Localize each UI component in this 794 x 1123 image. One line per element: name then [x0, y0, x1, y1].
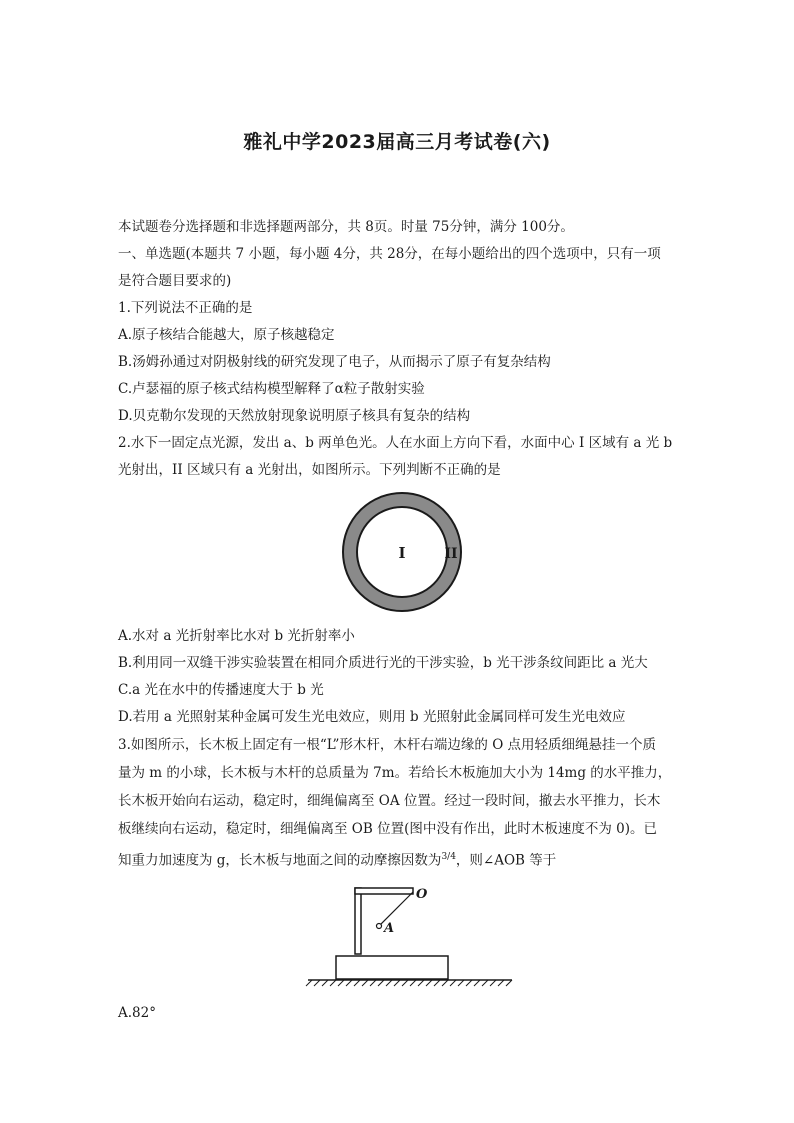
friction-fraction: 3/4 [441, 852, 456, 862]
q3-stem-line4: 板继续向右运动，稳定时，细绳偏离至 OB 位置(图中没有作出，此时木板速度不为 0)。已 [118, 821, 657, 837]
rod-horizontal [355, 888, 413, 894]
q3-stem-line5 [118, 848, 556, 870]
q3-stem-line5-part1: 知重力加速度为 g，长木板与地面之间的动摩擦因数为 [118, 852, 442, 869]
q3-stem-line3: 长木板开始向右运动，稳定时，细绳偏离至 OA 位置。经过一段时间，撤去水平推力，长木 [118, 793, 661, 809]
ground-hatching [306, 980, 512, 986]
long-board [336, 956, 448, 979]
section-heading-line2: 是符合题目要求的) [118, 273, 232, 289]
section-heading-line1: 一、单选题(本题共 7 小题，每小题 4分，共 28分，在每小题给出的四个选项中，只有一项 [118, 246, 661, 262]
point-label-a: A [384, 921, 395, 936]
board-rod-figure [300, 880, 520, 990]
region-label-inner: I [398, 544, 406, 562]
page-title: 雅礼中学2023届高三月考试卷(六) [243, 131, 551, 153]
q1-option-a: A.原子核结合能越大，原子核越稳定 [118, 327, 335, 343]
q2-option-a: A.水对 a 光折射率比水对 b 光折射率小 [118, 628, 355, 644]
q3-stem-line2: 量为 m 的小球，长木板与木杆的总质量为 7m。若给长木板施加大小为 14mg 的水平推力， [118, 765, 672, 781]
rod-vertical [355, 888, 361, 954]
q1-stem: 1.下列说法不正确的是 [118, 300, 253, 316]
q1-option-d: D.贝克勒尔发现的天然放射现象说明原子核具有复杂的结构 [118, 408, 471, 424]
q3-stem-line5-part2: ，则∠AOB 等于 [455, 852, 557, 869]
point-label-o: O [416, 887, 428, 902]
q1-option-c: C.卢瑟福的原子核式结构模型解释了α粒子散射实验 [118, 381, 425, 397]
q1-option-b: B.汤姆孙通过对阴极射线的研究发现了电子，从而揭示了原子有复杂结构 [118, 354, 551, 370]
region-label-outer: II [444, 546, 458, 562]
q2-option-c: C.a 光在水中的传播速度大于 b 光 [118, 682, 324, 698]
q2-stem-line1: 2.水下一固定点光源，发出 a、b 两单色光。人在水面上方向下看，水面中心 I 区域有 a 光 b [118, 435, 673, 451]
q2-stem-line2: 光射出，II 区域只有 a 光射出，如图所示。下列判断不正确的是 [118, 462, 501, 478]
ball [377, 924, 382, 929]
intro-text: 本试题卷分选择题和非选择题两部分，共 8页。时量 75分钟，满分 100分。 [118, 219, 574, 235]
ring-figure [340, 490, 464, 614]
q3-stem-line1: 3.如图所示，长木板上固定有一根“L”形木杆，木杆右端边缘的 O 点用轻质细绳悬挂一个质 [118, 737, 657, 753]
q2-option-d: D.若用 a 光照射某种金属可发生光电效应，则用 b 光照射此金属同样可发生光电效应 [118, 709, 626, 725]
q2-option-b: B.利用同一双缝干涉实验装置在相同介质进行光的干涉实验，b 光干涉条纹间距比 a 光大 [118, 655, 648, 671]
q3-option-a: A.82° [118, 1005, 156, 1021]
